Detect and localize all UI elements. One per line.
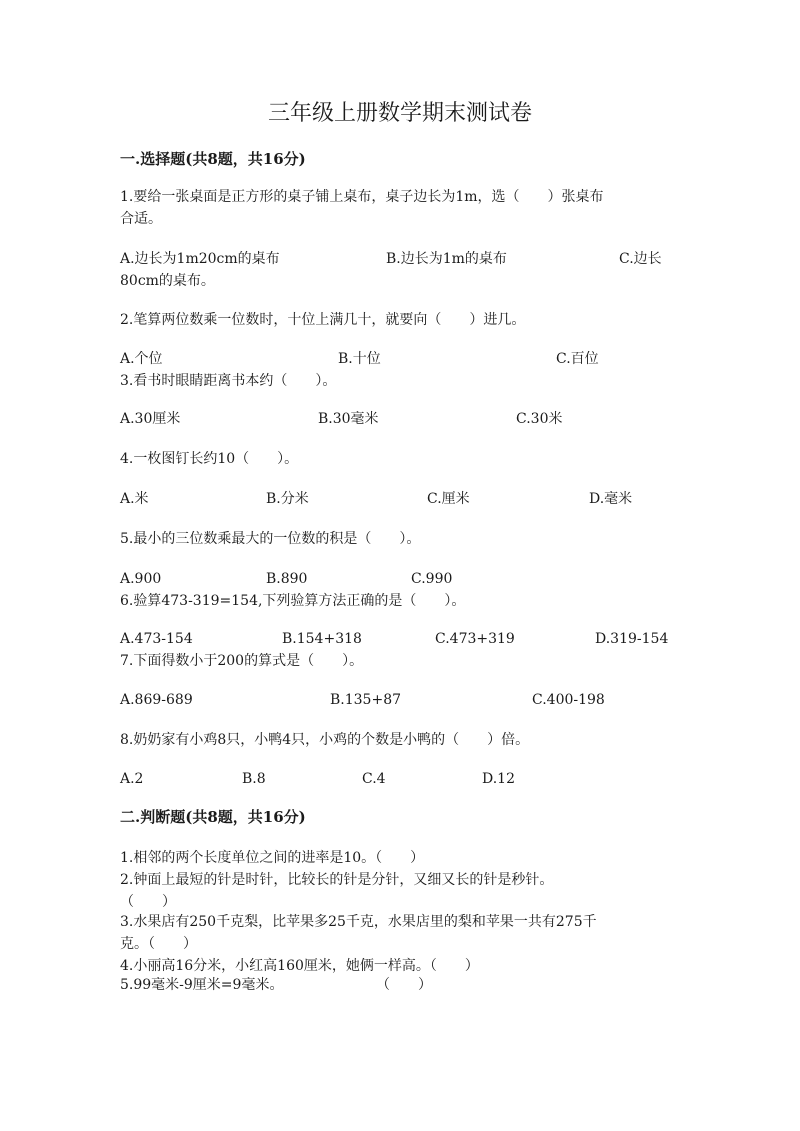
question-3: 3.看书时眼睛距离书本约（ ）。 (120, 373, 337, 389)
option-7a: A.869-689 (120, 692, 193, 708)
judge-2-blank: （ ） (120, 894, 176, 910)
option-4b: B.分米 (266, 491, 309, 507)
option-5c: C.990 (411, 571, 453, 587)
option-1b: B.边长为1m的桌布 (386, 251, 507, 267)
option-3b: B.30毫米 (318, 411, 379, 427)
option-1a: A.边长为1m20cm的桌布 (120, 251, 280, 267)
option-1c-cont: 80cm的桌布。 (120, 273, 215, 289)
option-2c: C.百位 (556, 351, 599, 367)
question-7: 7.下面得数小于200的算式是（ ）。 (120, 653, 364, 669)
question-5: 5.最小的三位数乘最大的一位数的积是（ ）。 (120, 531, 421, 547)
question-2: 2.笔算两位数乘一位数时，十位上满几十，就要向（ ）进几。 (120, 312, 526, 328)
option-8a: A.2 (120, 771, 144, 787)
option-4c: C.厘米 (427, 491, 470, 507)
judge-5-blank: （ ） (376, 977, 432, 993)
option-4a: A.米 (120, 491, 149, 507)
judge-3: 3.水果店有250千克梨，比苹果多25千克，水果店里的梨和苹果一共有275千 (120, 914, 597, 930)
question-4: 4.一枚图钉长约10（ ）。 (120, 451, 299, 467)
option-5a: A.900 (120, 571, 162, 587)
judge-1: 1.相邻的两个长度单位之间的进率是10。（ ） (120, 850, 425, 866)
option-8d: D.12 (482, 771, 515, 787)
question-1-cont: 合适。 (120, 211, 162, 227)
section-heading-choice: 一.选择题(共8题，共16分) (120, 150, 306, 168)
option-6a: A.473-154 (120, 631, 193, 647)
option-5b: B.890 (266, 571, 308, 587)
judge-5: 5.99毫米-9厘米=9毫米。 (120, 977, 284, 993)
option-6d: D.319-154 (595, 631, 669, 647)
option-8b: B.8 (242, 771, 266, 787)
option-3c: C.30米 (516, 411, 563, 427)
judge-4: 4.小丽高16分米，小红高160厘米，她俩一样高。（ ） (120, 958, 479, 974)
option-3a: A.30厘米 (120, 411, 181, 427)
option-6b: B.154+318 (282, 631, 362, 647)
option-6c: C.473+319 (435, 631, 515, 647)
option-1c: C.边长 (619, 251, 662, 267)
option-2b: B.十位 (338, 351, 381, 367)
question-1: 1.要给一张桌面是正方形的桌子铺上桌布，桌子边长为1m，选（ ）张桌布 (120, 189, 604, 205)
question-8: 8.奶奶家有小鸡8只，小鸭4只，小鸡的个数是小鸭的（ ）倍。 (120, 732, 530, 748)
question-6: 6.验算473-319=154,下列验算方法正确的是（ ）。 (120, 593, 466, 609)
judge-2: 2.钟面上最短的针是时针，比较长的针是分针，又细又长的针是秒针。 (120, 872, 554, 888)
option-7b: B.135+87 (330, 692, 402, 708)
option-8c: C.4 (362, 771, 386, 787)
option-2a: A.个位 (120, 351, 163, 367)
option-7c: C.400-198 (532, 692, 605, 708)
judge-3-cont: 克。（ ） (120, 936, 197, 952)
page-title: 三年级上册数学期末测试卷 (267, 101, 532, 126)
section-heading-judge: 二.判断题(共8题，共16分) (120, 808, 306, 826)
option-4d: D.毫米 (589, 491, 633, 507)
